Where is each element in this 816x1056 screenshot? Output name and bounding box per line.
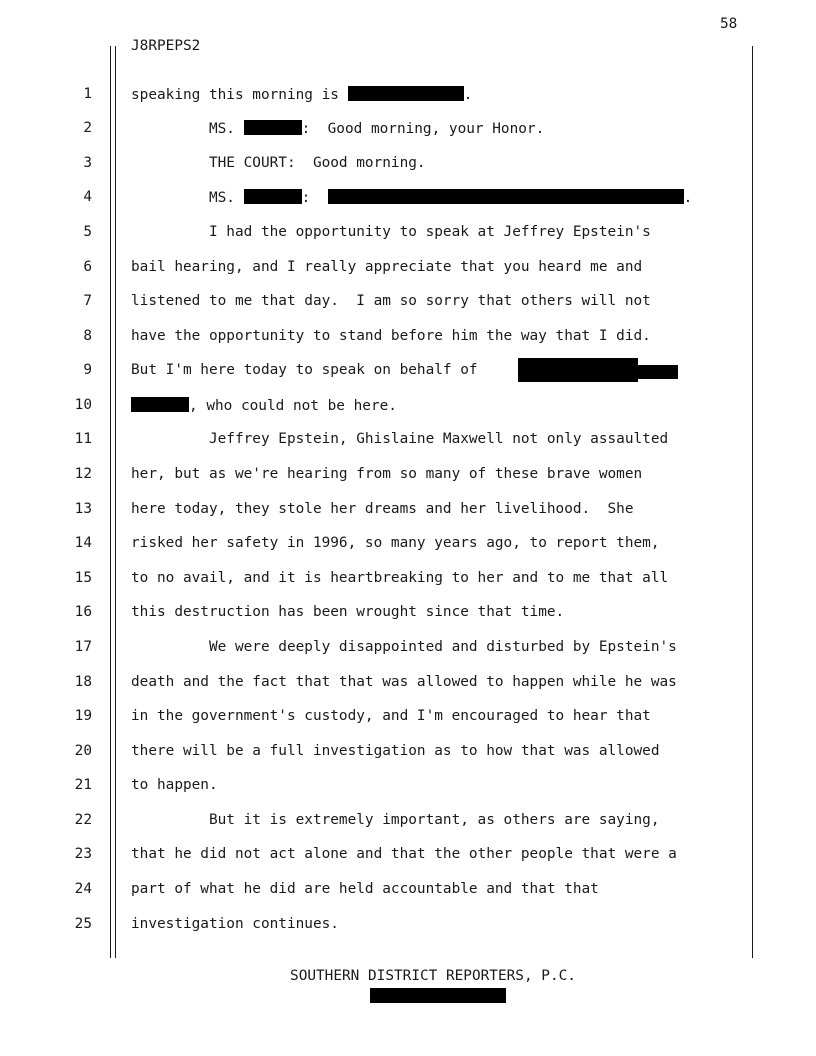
redaction-bar [244,189,302,204]
line-number: 22 [74,812,92,828]
transcript-line: in the government's custody, and I'm encouraged to hear that [131,708,651,724]
line-number: 10 [74,397,92,413]
transcript-line: her, but as we're hearing from so many of these brave women [131,466,643,482]
redaction-bar [348,86,464,101]
line-number: 3 [83,155,92,171]
transcript-line: have the opportunity to stand before him the way that I did. [131,328,651,344]
transcript-line: there will be a full investigation as to how that was allowed [131,743,660,759]
line-number: 19 [74,708,92,724]
footer-reporter: SOUTHERN DISTRICT REPORTERS, P.C. [290,968,576,984]
transcript-line: death and the fact that that was allowed to happen while he was [131,674,677,690]
transcript-line: risked her safety in 1996, so many years ago, to report them, [131,535,660,551]
line-number: 1 [83,86,92,102]
line-number: 2 [83,120,92,136]
transcript-line: MS. : Good morning, your Honor. [131,121,545,137]
transcript-line: speaking this morning is . [131,87,473,103]
case-id: J8RPEPS2 [131,38,201,54]
transcript-line: MS. : . [131,190,693,206]
line-number: 20 [74,743,92,759]
line-number: 12 [74,466,92,482]
line-number: 11 [74,431,92,447]
line-number: 8 [83,328,92,344]
transcript-line: that he did not act alone and that the other people that were a [131,846,677,862]
line-number: 25 [74,916,92,932]
line-number: 23 [74,846,92,862]
line-number: 15 [74,570,92,586]
transcript-line: THE COURT: Good morning. [131,155,426,171]
transcript-line: , who could not be here. [131,397,397,414]
left-margin-rule-2 [115,46,116,958]
line-number: 13 [74,501,92,517]
line-number: 9 [83,362,92,378]
transcript-line: here today, they stole her dreams and her livelihood. She [131,501,634,517]
redaction-bar [636,365,678,379]
line-number: 14 [74,535,92,551]
transcript-line: part of what he did are held accountable and that that [131,881,599,897]
redaction-bar [328,189,684,204]
line-number: 5 [83,224,92,240]
left-margin-rule-1 [110,46,111,958]
page-number: 58 [720,16,738,32]
transcript-line: investigation continues. [131,916,339,932]
right-margin-rule [752,46,753,958]
transcript-line: this destruction has been wrought since that time. [131,604,565,620]
line-number: 21 [74,777,92,793]
transcript-line: I had the opportunity to speak at Jeffrey Epstein's [131,224,651,240]
redaction-bar [518,358,638,382]
footer-redaction-bar [370,988,506,1003]
transcript-line: to no avail, and it is heartbreaking to her and to me that all [131,570,669,586]
line-number: 18 [74,674,92,690]
transcript-line: listened to me that day. I am so sorry that others will not [131,293,651,309]
line-number: 6 [83,259,92,275]
line-number: 7 [83,293,92,309]
line-number: 17 [74,639,92,655]
transcript-line: to happen. [131,777,218,793]
redaction-bar [244,120,302,135]
line-number: 16 [74,604,92,620]
transcript-line: bail hearing, and I really appreciate that you heard me and [131,259,643,275]
transcript-line: But it is extremely important, as others are saying, [131,812,660,828]
redaction-bar [131,397,189,412]
transcript-line: We were deeply disappointed and disturbed by Epstein's [131,639,677,655]
transcript-line: Jeffrey Epstein, Ghislaine Maxwell not only assaulted [131,431,669,447]
transcript-line: But I'm here today to speak on behalf of [131,362,487,378]
line-number: 24 [74,881,92,897]
line-number: 4 [83,189,92,205]
